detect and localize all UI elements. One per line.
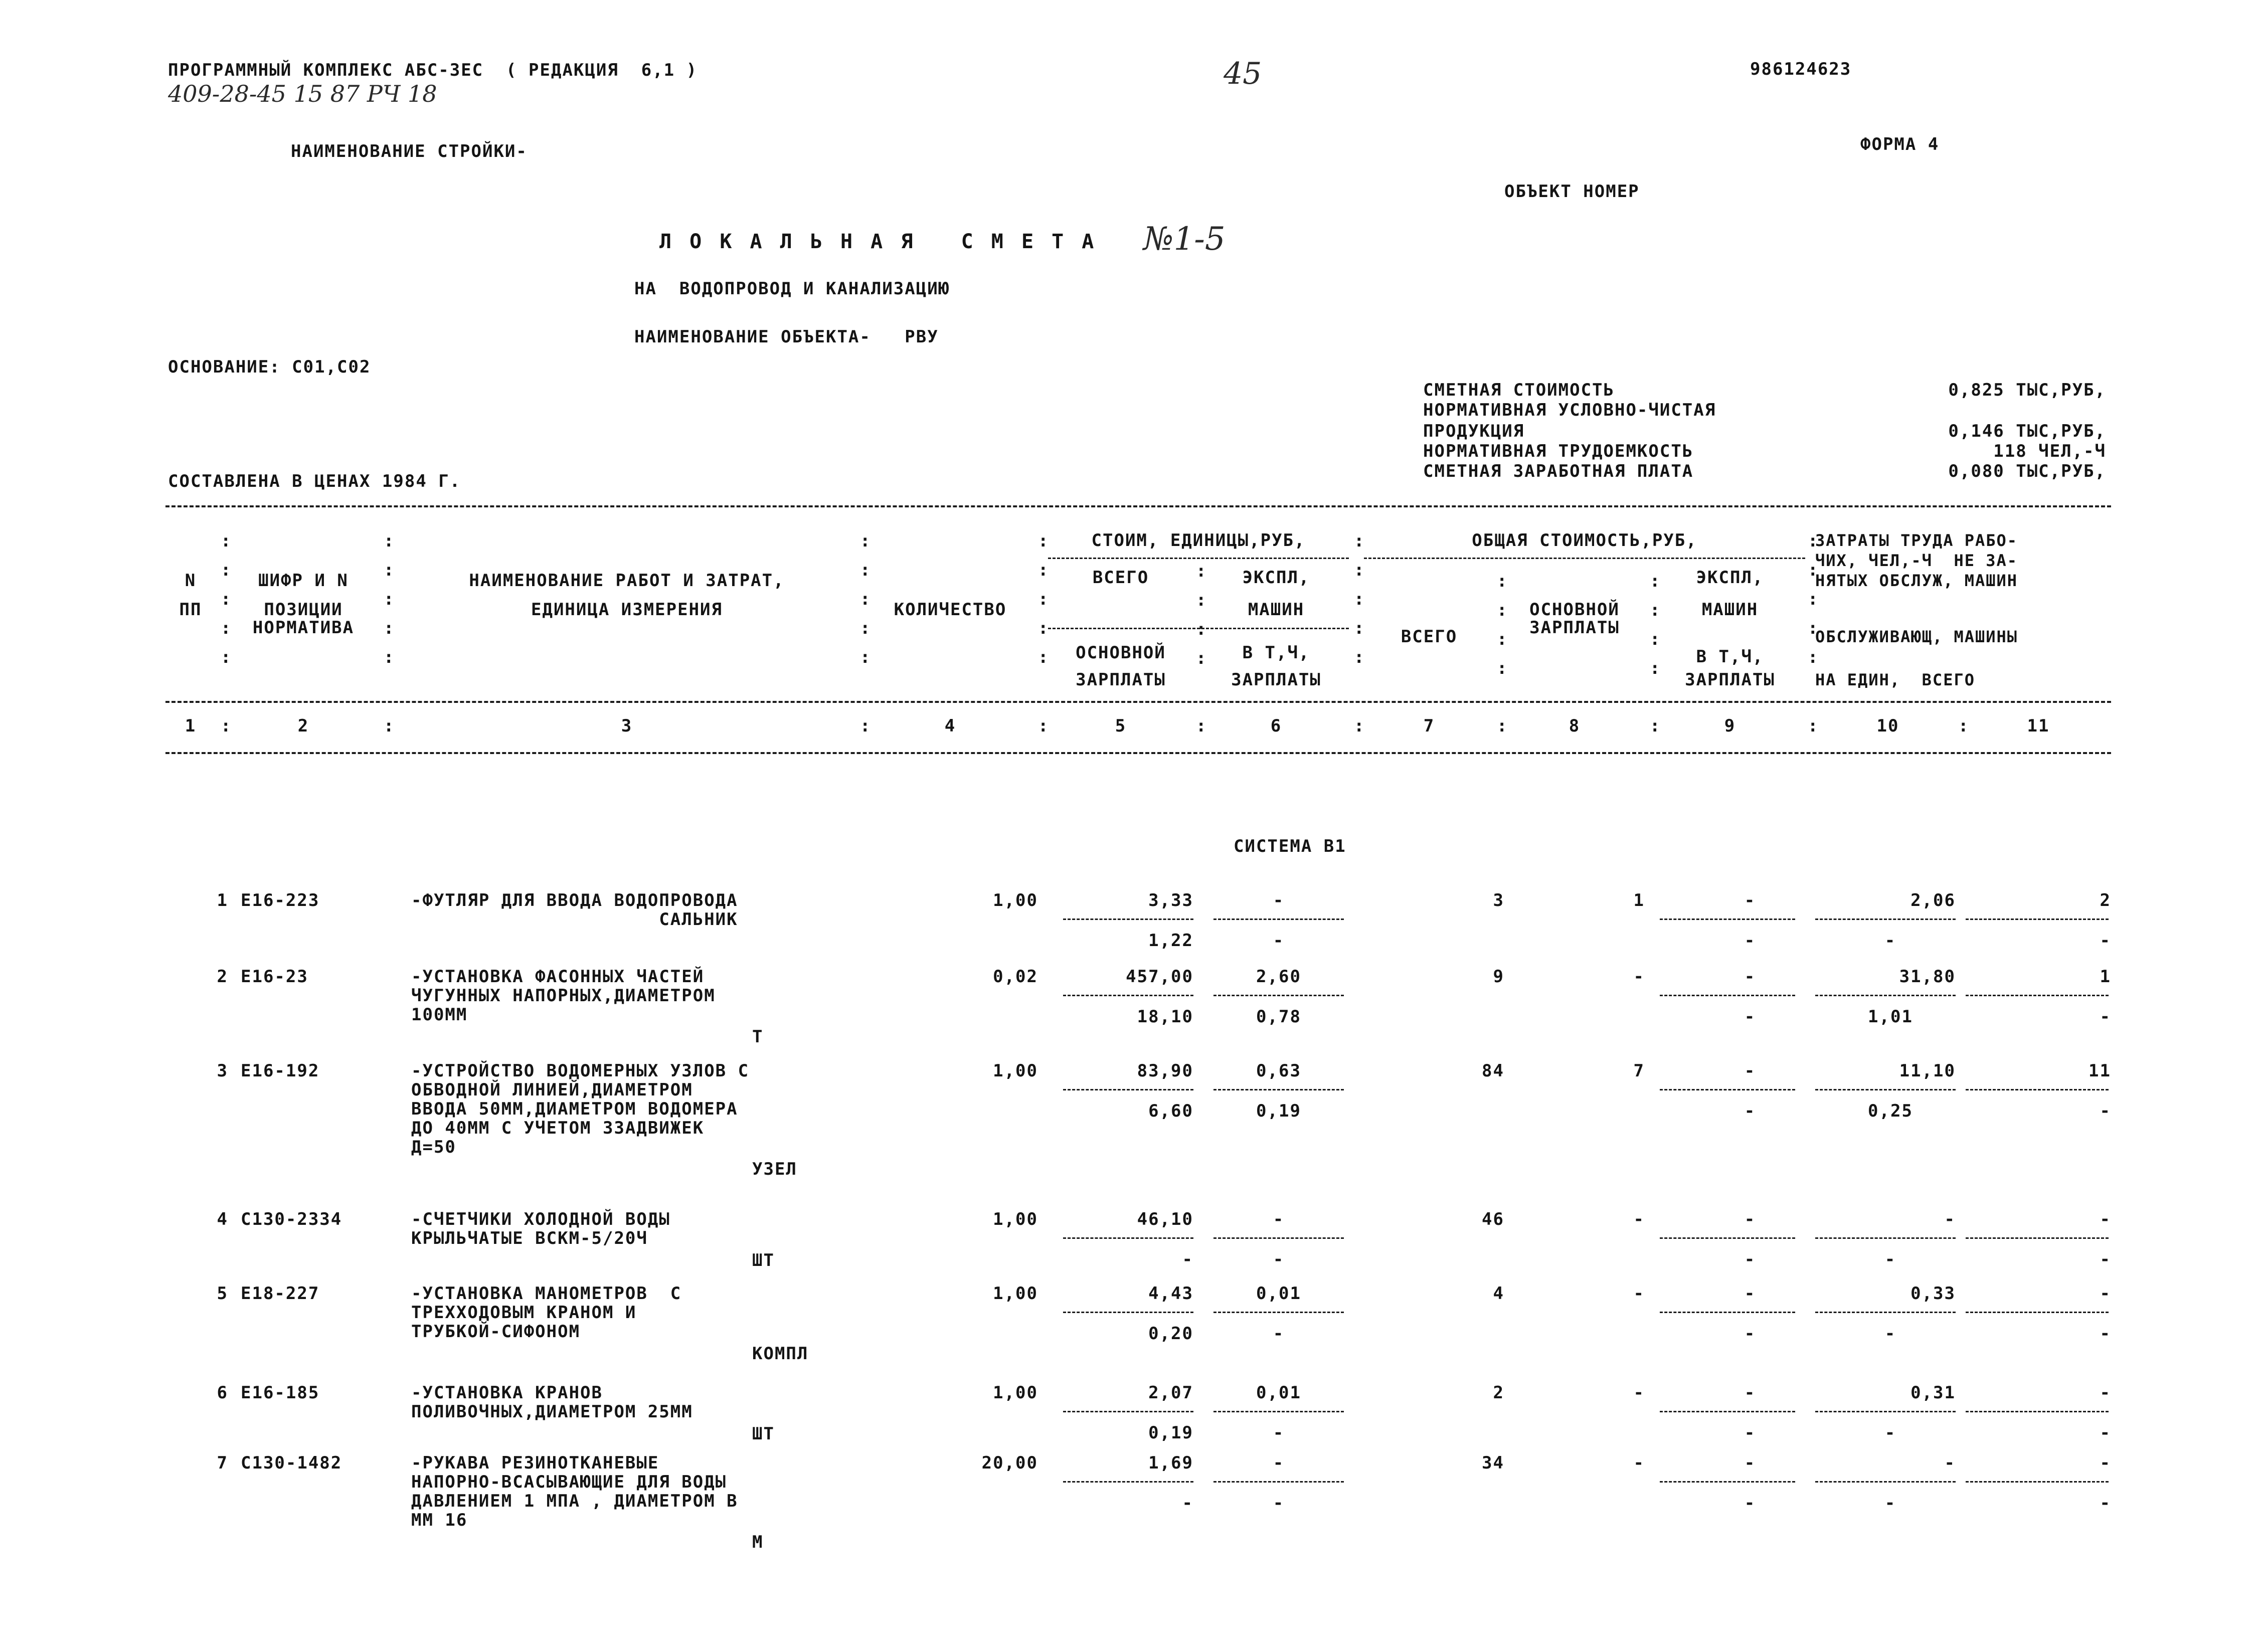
header-work-name: НАИМЕНОВАНИЕ РАБОТ И ЗАТРАТ, xyxy=(469,571,785,591)
row-quantity: 1,00 xyxy=(993,1209,1038,1229)
cell-divider xyxy=(1213,1481,1344,1483)
row-total-machine-wage: - xyxy=(1744,1493,1756,1513)
construction-name-label: НАИМЕНОВАНИЕ СТРОЙКИ- xyxy=(291,141,528,161)
cell-divider xyxy=(1213,1312,1344,1313)
row-labor-total: - xyxy=(2100,1383,2111,1403)
row-total-wage: 7 xyxy=(1633,1061,1645,1081)
row-number: 5 xyxy=(217,1283,228,1304)
row-total-machine-wage: - xyxy=(1744,1324,1756,1344)
column-separator: : : : : xyxy=(1196,561,1206,668)
row-work-name: -ФУТЛЯР ДЛЯ ВВОДА ВОДОПРОВОДА xyxy=(411,890,738,910)
header-total-all: ВСЕГО xyxy=(1401,627,1458,647)
row-unit-machines: - xyxy=(1273,1453,1285,1473)
header-quantity: КОЛИЧЕСТВО xyxy=(894,600,1007,620)
row-total-wage: - xyxy=(1633,1209,1645,1229)
cell-divider xyxy=(1213,1411,1344,1412)
row-labor-operators-unit: - xyxy=(1884,1493,1896,1513)
cell-divider xyxy=(1966,1411,2109,1412)
row-unit-machines: 0,01 xyxy=(1256,1283,1301,1304)
row-unit: Т xyxy=(752,1027,764,1047)
row-quantity: 0,02 xyxy=(993,967,1038,987)
row-work-name: ТРЕХХОДОВЫМ КРАНОМ И xyxy=(411,1303,637,1323)
row-work-name: -УСТАНОВКА КРАНОВ xyxy=(411,1383,603,1403)
cell-divider xyxy=(1815,1237,1956,1239)
header-divider xyxy=(1364,558,1805,559)
cell-divider xyxy=(1063,995,1193,996)
cell-divider xyxy=(1063,1411,1193,1412)
column-number: 7 xyxy=(1423,716,1435,736)
column-number: 1 xyxy=(185,716,197,736)
row-labor-operators-unit: 0,25 xyxy=(1868,1101,1913,1121)
row-unit-total: 83,90 xyxy=(1137,1061,1193,1081)
summary-label: СМЕТНАЯ СТОИМОСТЬ xyxy=(1423,380,1615,400)
object-name: НАИМЕНОВАНИЕ ОБЪЕКТА- РВУ xyxy=(634,327,939,347)
row-unit-wage: - xyxy=(1182,1493,1193,1513)
header-labor: ЧИХ, ЧЕЛ,-Ч НЕ ЗА- xyxy=(1815,551,2018,570)
row-labor-operators-total: - xyxy=(2100,931,2111,951)
row-unit-machines: 0,01 xyxy=(1256,1383,1301,1403)
cell-divider xyxy=(1815,1089,1956,1090)
row-unit-machine-wage: 0,78 xyxy=(1256,1007,1301,1027)
cell-divider xyxy=(1660,1089,1795,1090)
row-total-all: 46 xyxy=(1482,1209,1504,1229)
row-total-machines: - xyxy=(1744,1383,1756,1403)
row-labor-per-unit: 2,06 xyxy=(1910,890,1956,910)
column-separator: : xyxy=(221,716,231,736)
row-total-all: 2 xyxy=(1493,1383,1504,1403)
column-separator: : xyxy=(1196,716,1206,736)
row-unit-machine-wage: - xyxy=(1273,1493,1285,1513)
cell-divider xyxy=(1966,919,2109,920)
row-total-wage: 1 xyxy=(1633,890,1645,910)
cell-divider xyxy=(1660,919,1795,920)
row-labor-per-unit: 11,10 xyxy=(1899,1061,1956,1081)
row-unit-total: 457,00 xyxy=(1126,967,1193,987)
row-total-machine-wage: - xyxy=(1744,1249,1756,1269)
row-work-name: САЛЬНИК xyxy=(411,909,738,930)
row-total-wage: - xyxy=(1633,967,1645,987)
row-work-name: ДО 40ММ С УЧЕТОМ 3ЗАДВИЖЕК xyxy=(411,1118,705,1138)
cell-divider xyxy=(1966,1312,2109,1313)
row-code: Е16-223 xyxy=(241,890,320,910)
header-unit-machine-wage: В Т,Ч, xyxy=(1242,643,1310,663)
header-total-machine-wage: В Т,Ч, xyxy=(1696,647,1764,667)
row-unit: ШТ xyxy=(752,1424,775,1444)
row-unit-wage: 0,20 xyxy=(1148,1324,1193,1344)
row-work-name: -УСТАНОВКА ФАСОННЫХ ЧАСТЕЙ xyxy=(411,967,705,987)
row-unit-wage: 1,22 xyxy=(1148,931,1193,951)
cell-divider xyxy=(1660,1312,1795,1313)
row-work-name: ММ 16 xyxy=(411,1510,468,1530)
cell-divider xyxy=(1213,1237,1344,1239)
row-number: 3 xyxy=(217,1061,228,1081)
column-number: 11 xyxy=(2027,716,2050,736)
row-number: 2 xyxy=(217,967,228,987)
cell-divider xyxy=(1815,1312,1956,1313)
row-labor-operators-unit: - xyxy=(1884,1423,1896,1443)
column-number: 9 xyxy=(1724,716,1736,736)
row-unit-machine-wage: 0,19 xyxy=(1256,1101,1301,1121)
row-work-name: -РУКАВА РЕЗИНОТКАНЕВЫЕ xyxy=(411,1453,659,1473)
row-unit-machine-wage: - xyxy=(1273,931,1285,951)
row-total-all: 84 xyxy=(1482,1061,1504,1081)
row-unit-wage: 6,60 xyxy=(1148,1101,1193,1121)
row-quantity: 20,00 xyxy=(981,1453,1038,1473)
row-total-all: 4 xyxy=(1493,1283,1504,1304)
cell-divider xyxy=(1966,1481,2109,1483)
header-top-rule xyxy=(165,505,2111,507)
row-unit-machine-wage: - xyxy=(1273,1324,1285,1344)
row-work-name: -СЧЕТЧИКИ ХОЛОДНОЙ ВОДЫ xyxy=(411,1209,670,1229)
row-total-machines: - xyxy=(1744,1061,1756,1081)
price-base: СОСТАВЛЕНА В ЦЕНАХ 1984 Г. xyxy=(168,471,461,491)
column-separator: : : : : : xyxy=(1808,531,1818,667)
object-number-label: ОБЪЕКТ НОМЕР xyxy=(1504,181,1640,202)
row-total-machines: - xyxy=(1744,1283,1756,1304)
row-total-machine-wage: - xyxy=(1744,1423,1756,1443)
header-mid-rule xyxy=(165,701,2111,703)
column-separator: : : : : xyxy=(1650,571,1660,678)
header-unit-machines: МАШИН xyxy=(1248,600,1305,620)
row-labor-operators-total: - xyxy=(2100,1249,2111,1269)
row-labor-per-unit: 0,33 xyxy=(1910,1283,1956,1304)
row-labor-total: 1 xyxy=(2100,967,2111,987)
estimate-subject: НА ВОДОПРОВОД И КАНАЛИЗАЦИЮ xyxy=(634,279,950,299)
header-total-wage: ЗАРПЛАТЫ xyxy=(1529,618,1620,638)
handwritten-page-number: 45 xyxy=(1224,56,1262,91)
header-unit-machine-wage: ЗАРПЛАТЫ xyxy=(1231,670,1321,690)
cell-divider xyxy=(1966,1237,2109,1239)
form-number: ФОРМА 4 xyxy=(1860,134,1940,154)
row-unit-wage: 18,10 xyxy=(1137,1007,1193,1027)
row-unit-total: 4,43 xyxy=(1148,1283,1193,1304)
header-bottom-rule xyxy=(165,752,2111,754)
header-unit-cost: СТОИМ, ЕДИНИЦЫ,РУБ, xyxy=(1091,530,1306,550)
row-code: С130-2334 xyxy=(241,1209,342,1229)
row-work-name: ТРУБКОЙ-СИФОНОМ xyxy=(411,1322,581,1342)
row-unit-total: 1,69 xyxy=(1148,1453,1193,1473)
summary-value: 0,080 ТЫС,РУБ, xyxy=(1948,461,2106,481)
row-unit-machine-wage: - xyxy=(1273,1423,1285,1443)
row-number: 1 xyxy=(217,890,228,910)
row-unit-machines: 2,60 xyxy=(1256,967,1301,987)
row-labor-operators-unit: - xyxy=(1884,1249,1896,1269)
cell-divider xyxy=(1966,1089,2109,1090)
summary-value: 118 ЧЕЛ,-Ч xyxy=(1993,441,2106,461)
row-labor-per-unit: 0,31 xyxy=(1910,1383,1956,1403)
row-work-name: ДАВЛЕНИЕМ 1 МПА , ДИАМЕТРОМ В xyxy=(411,1491,738,1511)
row-labor-total: 2 xyxy=(2100,890,2111,910)
header-unit: ЕДИНИЦА ИЗМЕРЕНИЯ xyxy=(531,600,723,620)
header-labor: НЯТЫХ ОБСЛУЖ, МАШИН xyxy=(1815,571,2018,590)
header-n: ПП xyxy=(179,600,202,620)
column-number: 8 xyxy=(1569,716,1581,736)
row-labor-total: - xyxy=(2100,1453,2111,1473)
header-labor-per-unit: НА ЕДИН, ВСЕГО xyxy=(1815,670,1975,689)
column-number: 5 xyxy=(1115,716,1127,736)
column-separator: : : : : xyxy=(1497,571,1507,678)
row-total-machines: - xyxy=(1744,967,1756,987)
column-separator: : xyxy=(1038,716,1049,736)
header-unit-total: ВСЕГО xyxy=(1092,568,1149,588)
cell-divider xyxy=(1660,1481,1795,1483)
column-separator: : : : : : xyxy=(221,531,231,667)
header-labor-operators: ОБСЛУЖИВАЮЩ, МАШИНЫ xyxy=(1815,627,2018,646)
row-work-name: -УСТРОЙСТВО ВОДОМЕРНЫХ УЗЛОВ С xyxy=(411,1061,750,1081)
column-separator: : xyxy=(1808,716,1818,736)
cell-divider xyxy=(1213,995,1344,996)
cell-divider xyxy=(1815,1481,1956,1483)
row-labor-per-unit: - xyxy=(1944,1453,1956,1473)
row-unit-total: 2,07 xyxy=(1148,1383,1193,1403)
column-separator: : xyxy=(1354,716,1364,736)
row-code: С130-1482 xyxy=(241,1453,342,1473)
row-total-machines: - xyxy=(1744,890,1756,910)
header-total-machine-wage: ЗАРПЛАТЫ xyxy=(1685,670,1775,690)
row-unit: ШТ xyxy=(752,1250,775,1270)
row-unit: УЗЕЛ xyxy=(752,1159,797,1179)
row-quantity: 1,00 xyxy=(993,1383,1038,1403)
cell-divider xyxy=(1660,995,1795,996)
cell-divider xyxy=(1660,1237,1795,1239)
column-number: 10 xyxy=(1876,716,1899,736)
program-name: ПРОГРАММНЫЙ КОМПЛЕКС АБС-3ЕС ( РЕДАКЦИЯ 6,1 ) xyxy=(168,60,698,80)
row-labor-operators-unit: - xyxy=(1884,1324,1896,1344)
row-unit-machines: 0,63 xyxy=(1256,1061,1301,1081)
header-code: НОРМАТИВА xyxy=(252,618,355,638)
row-number: 4 xyxy=(217,1209,228,1229)
column-number: 4 xyxy=(944,716,956,736)
cell-divider xyxy=(1815,995,1956,996)
cell-divider xyxy=(1213,1089,1344,1090)
row-work-name: ЧУГУННЫХ НАПОРНЫХ,ДИАМЕТРОМ xyxy=(411,986,716,1006)
handwritten-estimate-number: №1-5 xyxy=(1143,221,1226,258)
cell-divider xyxy=(1063,1089,1193,1090)
row-labor-total: - xyxy=(2100,1283,2111,1304)
summary-label: НОРМАТИВНАЯ УСЛОВНО-ЧИСТАЯ xyxy=(1423,400,1716,420)
row-labor-operators-unit: - xyxy=(1884,931,1896,951)
cell-divider xyxy=(1815,919,1956,920)
column-number: 3 xyxy=(621,716,633,736)
summary-label: НОРМАТИВНАЯ ТРУДОЕМКОСТЬ xyxy=(1423,441,1694,461)
row-unit-wage: - xyxy=(1182,1249,1193,1269)
column-separator: : xyxy=(860,716,871,736)
document-id: 986124623 xyxy=(1750,59,1852,79)
row-total-wage: - xyxy=(1633,1383,1645,1403)
column-separator: : xyxy=(1497,716,1507,736)
row-unit: М xyxy=(752,1532,764,1552)
row-work-name: ПОЛИВОЧНЫХ,ДИАМЕТРОМ 25ММ xyxy=(411,1402,693,1422)
cell-divider xyxy=(1815,1411,1956,1412)
row-labor-operators-total: - xyxy=(2100,1007,2111,1027)
row-number: 6 xyxy=(217,1383,228,1403)
row-total-machines: - xyxy=(1744,1453,1756,1473)
row-unit-machines: - xyxy=(1273,1209,1285,1229)
row-code: Е16-192 xyxy=(241,1061,320,1081)
row-unit-machine-wage: - xyxy=(1273,1249,1285,1269)
document-title: Л О К А Л Ь Н А Я С М Е Т А xyxy=(659,230,1097,253)
cell-divider xyxy=(1063,1481,1193,1483)
row-total-all: 9 xyxy=(1493,967,1504,987)
row-labor-total: - xyxy=(2100,1209,2111,1229)
row-labor-total: 11 xyxy=(2089,1061,2111,1081)
row-total-machines: - xyxy=(1744,1209,1756,1229)
header-total-wage: ОСНОВНОЙ xyxy=(1529,600,1620,620)
cell-divider xyxy=(1063,1312,1193,1313)
column-separator: : : : : : xyxy=(860,531,871,667)
row-quantity: 1,00 xyxy=(993,890,1038,910)
cell-divider xyxy=(1966,995,2109,996)
column-separator: : : : : : xyxy=(1038,531,1049,667)
summary-value: 0,825 ТЫС,РУБ, xyxy=(1948,380,2106,400)
column-number: 6 xyxy=(1270,716,1282,736)
header-total-machines: МАШИН xyxy=(1701,600,1759,620)
row-code: Е16-185 xyxy=(241,1383,320,1403)
column-number: 2 xyxy=(297,716,309,736)
row-unit-machines: - xyxy=(1273,890,1285,910)
column-separator: : : : : : xyxy=(1354,531,1364,667)
basis: ОСНОВАНИЕ: С01,С02 xyxy=(168,357,371,377)
header-total-cost: ОБЩАЯ СТОИМОСТЬ,РУБ, xyxy=(1472,530,1697,550)
row-total-wage: - xyxy=(1633,1283,1645,1304)
header-n: N xyxy=(185,571,197,591)
row-labor-operators-total: - xyxy=(2100,1423,2111,1443)
header-code: ШИФР И N xyxy=(258,571,349,591)
row-unit-total: 46,10 xyxy=(1137,1209,1193,1229)
column-separator: : xyxy=(1650,716,1660,736)
header-code: ПОЗИЦИИ xyxy=(264,600,343,620)
row-labor-operators-total: - xyxy=(2100,1324,2111,1344)
row-total-machine-wage: - xyxy=(1744,1101,1756,1121)
header-total-machines: ЭКСПЛ, xyxy=(1696,568,1764,588)
row-work-name: НАПОРНО-ВСАСЫВАЮЩИЕ ДЛЯ ВОДЫ xyxy=(411,1472,727,1492)
column-separator: : xyxy=(384,716,394,736)
handwritten-reference: 409-28-45 15 87 РЧ 18 xyxy=(168,80,437,107)
row-code: Е16-23 xyxy=(241,967,308,987)
row-work-name: ОБВОДНОЙ ЛИНИЕЙ,ДИАМЕТРОМ xyxy=(411,1080,693,1100)
row-work-name: КРЫЛЬЧАТЫЕ ВСКМ-5/20Ч xyxy=(411,1228,648,1248)
row-total-machine-wage: - xyxy=(1744,1007,1756,1027)
row-labor-per-unit: 31,80 xyxy=(1899,967,1956,987)
row-total-machine-wage: - xyxy=(1744,931,1756,951)
row-labor-operators-total: - xyxy=(2100,1101,2111,1121)
row-unit: КОМПЛ xyxy=(752,1344,809,1364)
row-quantity: 1,00 xyxy=(993,1283,1038,1304)
row-quantity: 1,00 xyxy=(993,1061,1038,1081)
row-work-name: 100ММ xyxy=(411,1005,468,1025)
row-total-all: 34 xyxy=(1482,1453,1504,1473)
summary-label: СМЕТНАЯ ЗАРАБОТНАЯ ПЛАТА xyxy=(1423,461,1694,481)
row-total-all: 3 xyxy=(1493,890,1504,910)
column-separator: : : : : : xyxy=(384,531,394,667)
row-total-wage: - xyxy=(1633,1453,1645,1473)
header-unit-wage: ОСНОВНОЙ xyxy=(1076,643,1166,663)
cell-divider xyxy=(1213,919,1344,920)
header-unit-machines: ЭКСПЛ, xyxy=(1242,568,1310,588)
section-title: СИСТЕМА В1 xyxy=(1234,836,1346,856)
row-labor-operators-total: - xyxy=(2100,1493,2111,1513)
column-separator: : xyxy=(1958,716,1969,736)
cell-divider xyxy=(1063,919,1193,920)
row-unit-wage: 0,19 xyxy=(1148,1423,1193,1443)
row-unit-total: 3,33 xyxy=(1148,890,1193,910)
cell-divider xyxy=(1660,1411,1795,1412)
header-labor: ЗАТРАТЫ ТРУДА РАБО- xyxy=(1815,531,2018,550)
row-work-name: Д=50 xyxy=(411,1137,456,1157)
row-number: 7 xyxy=(217,1453,228,1473)
row-code: Е18-227 xyxy=(241,1283,320,1304)
row-labor-operators-unit: 1,01 xyxy=(1868,1007,1913,1027)
row-work-name: -УСТАНОВКА МАНОМЕТРОВ С xyxy=(411,1283,682,1304)
cell-divider xyxy=(1063,1237,1193,1239)
row-work-name: ВВОДА 50ММ,ДИАМЕТРОМ ВОДОМЕРА xyxy=(411,1099,738,1119)
summary-label: ПРОДУКЦИЯ xyxy=(1423,421,1525,441)
row-labor-per-unit: - xyxy=(1944,1209,1956,1229)
header-unit-wage: ЗАРПЛАТЫ xyxy=(1076,670,1166,690)
summary-value: 0,146 ТЫС,РУБ, xyxy=(1948,421,2106,441)
